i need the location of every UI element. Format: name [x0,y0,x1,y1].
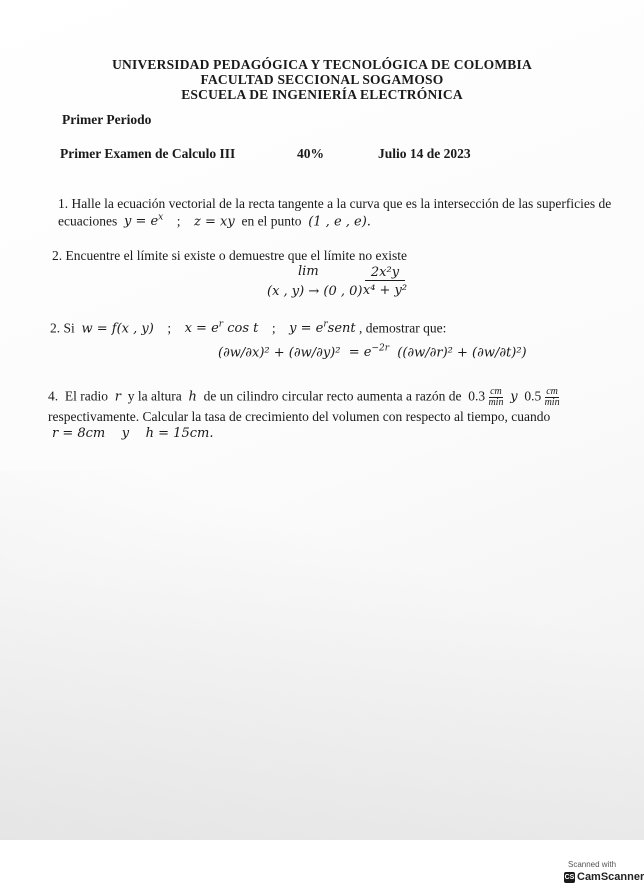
scanned-with-label: Scanned with [568,860,617,869]
q4-unit1: $\frac{cm}{\min}$ [488,386,504,408]
q2-approach: (x , y) → (0 , 0) [267,284,363,299]
q3-si: Si [63,320,75,336]
q4-unit2: $\frac{cm}{\min}$ [544,386,560,408]
q2-number: 2. [52,248,63,263]
q4-text-b: y la altura [127,388,182,404]
exam-title: Primer Examen de Calculo III [60,146,236,161]
q1-number: 1. [58,196,69,211]
q2-lim: lim [298,264,319,279]
q3-identity-eq: = $e^{-2r}$ [348,344,390,361]
q4-rate2: 0.5 [524,388,542,404]
q4-r: r [114,389,121,405]
header-faculty: FACULTAD SECCIONAL SOGAMOSO [200,72,444,87]
q4-y: y [510,389,518,405]
q3-w-def: w = f(x , y) [81,321,154,337]
period-label: Primer Periodo [62,112,152,127]
q3-line1: 2. Si w = f(x , y) ; $x = e^r$ cos t ; $y = e^rsent$ , demostrar que: [50,320,447,337]
q1-line2 [58,213,371,229]
q4-line1 [48,387,560,408]
q3-tail: , demostrar que: [359,320,447,336]
q4-line2: respectivamente. Calcular la tasa de crecimiento del volumen con respecto al tiempo, cuando [48,409,551,424]
q1-text: Halle la ecuación vectorial de la recta tangente a la curva que es la intersección de las superficies de [71,196,612,211]
header-school: ESCUELA DE INGENIERÍA ELECTRÓNICA [181,87,463,102]
q1-punto-text: en el punto [241,213,302,229]
q3-number: 2. [50,320,61,336]
q2-text: Encuentre el límite si existe o demuestre que el límite no existe [65,248,408,263]
camscanner-watermark [560,860,644,886]
q4-h: h [188,389,197,405]
q2-denominator: x⁴ + y² [362,283,408,298]
q3-identity-rhs: ((∂w/∂r)² + (∂w/∂t)²) [397,345,527,361]
q2-numerator: 2x²y [365,265,405,281]
q4-text-a: El radio [64,388,108,404]
camscanner-brand: CS CamScanner [564,871,644,883]
q1-line1 [58,196,611,212]
q1-ecuaciones: ecuaciones [58,213,118,229]
q1-separator: ; [176,213,181,229]
q3-y-def: $y = e^rsent$ [289,320,356,337]
q4-text-c: de un cilindro circular recto aumenta a razón de [203,388,462,404]
header-university: UNIVERSIDAD PEDAGÓGICA Y TECNOLÓGICA DE COLOMBIA [112,57,532,72]
page-shadow [0,470,644,840]
q4-number: 4. [48,388,59,404]
q4-line3: r = 8cm y h = 15cm. [52,426,214,441]
footer-area [0,840,644,889]
exam-date: Julio 14 de 2023 [378,146,471,161]
q3-x-def: $x = e^r$ cos t [184,320,259,337]
q1-eq-y: $y = e^x$ [123,213,164,230]
q3-identity [218,344,527,360]
q2-line [52,248,407,264]
cs-logo-icon: CS [564,873,575,881]
q1-point: (1 , e , e). [308,214,371,230]
exam-weight: 40% [297,146,324,161]
q1-eq-z: z = xy [194,214,235,230]
q3-identity-lhs: (∂w/∂x)² + (∂w/∂y)² [218,345,341,361]
q4-rate1: 0.3 [468,388,486,404]
